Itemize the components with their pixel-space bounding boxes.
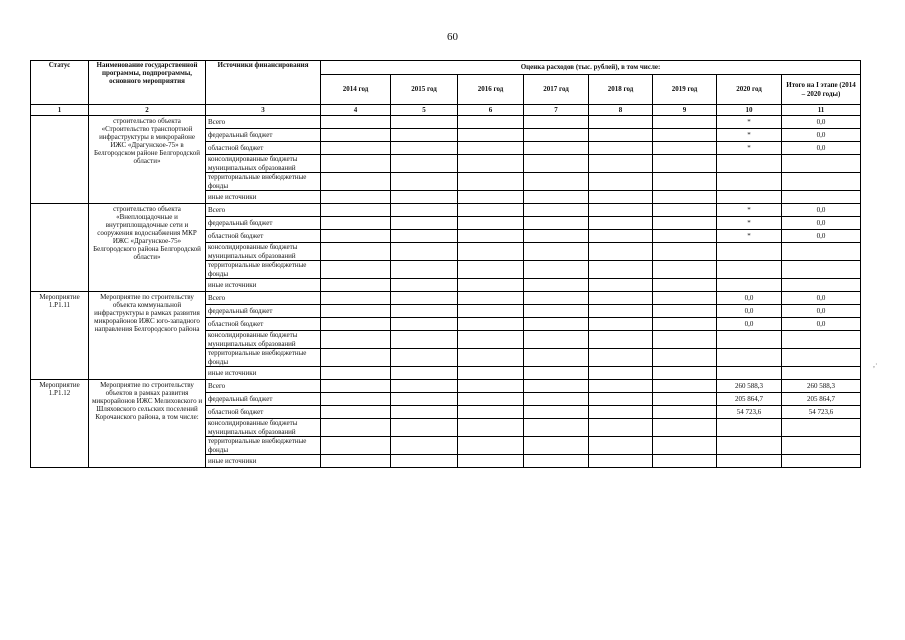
- value-2020: [717, 191, 782, 204]
- funding-source: территориальные внебюджетные фонды: [206, 437, 321, 455]
- year-cell: [458, 305, 524, 318]
- row-name: строительство объекта «Внеплощадочные и внутриплощадочные сети и сооружения водоснабжения МКР ИЖС «Драгунское-75» Белгородского района Белгородской области»: [89, 204, 206, 292]
- year-cell: [589, 155, 653, 173]
- year-cell: [391, 331, 458, 349]
- header-estimate: Оценка расходов (тыс. рублей), в том числе:: [321, 61, 861, 75]
- header-name: Наименование государственной программы, подпрограммы, основного мероприятия: [89, 61, 206, 105]
- year-cell: [321, 155, 391, 173]
- table-row: [31, 116, 861, 129]
- column-number: 10: [717, 105, 782, 116]
- value-total: 260 588,3: [782, 380, 861, 393]
- value-2020: [717, 155, 782, 173]
- year-cell: [391, 116, 458, 129]
- year-cell: [321, 349, 391, 367]
- value-2020: [717, 243, 782, 261]
- year-cell: [524, 261, 589, 279]
- year-cell: [524, 367, 589, 380]
- funding-source: иные источники: [206, 367, 321, 380]
- table-row: [31, 380, 861, 393]
- year-cell: [321, 191, 391, 204]
- year-cell: [458, 349, 524, 367]
- year-cell: [524, 419, 589, 437]
- year-cell: [524, 142, 589, 155]
- column-number: 11: [782, 105, 861, 116]
- column-number: 8: [589, 105, 653, 116]
- funding-source: консолидированные бюджеты муниципальных образований: [206, 155, 321, 173]
- year-cell: [458, 393, 524, 406]
- year-cell: [458, 173, 524, 191]
- value-2020: 0,0: [717, 318, 782, 331]
- year-cell: [589, 129, 653, 142]
- year-cell: [589, 393, 653, 406]
- year-cell: [458, 455, 524, 468]
- year-cell: [321, 393, 391, 406]
- year-cell: [653, 116, 717, 129]
- year-cell: [391, 173, 458, 191]
- year-cell: [458, 318, 524, 331]
- funding-source: областной бюджет: [206, 142, 321, 155]
- header-year-2014: 2014 год: [321, 75, 391, 105]
- funding-source: консолидированные бюджеты муниципальных образований: [206, 331, 321, 349]
- year-cell: [321, 437, 391, 455]
- year-cell: [391, 455, 458, 468]
- column-number: 2: [89, 105, 206, 116]
- value-total: [782, 279, 861, 292]
- column-number: 7: [524, 105, 589, 116]
- year-cell: [391, 191, 458, 204]
- year-cell: [653, 455, 717, 468]
- year-cell: [321, 380, 391, 393]
- year-cell: [653, 305, 717, 318]
- year-cell: [321, 292, 391, 305]
- table-row: [31, 292, 861, 305]
- year-cell: [458, 230, 524, 243]
- funding-source: областной бюджет: [206, 230, 321, 243]
- year-cell: [458, 406, 524, 419]
- year-cell: [653, 279, 717, 292]
- year-cell: [524, 116, 589, 129]
- year-cell: [524, 380, 589, 393]
- year-cell: [653, 437, 717, 455]
- year-cell: [653, 155, 717, 173]
- value-2020: *: [717, 230, 782, 243]
- year-cell: [589, 173, 653, 191]
- year-cell: [391, 217, 458, 230]
- row-status: [31, 116, 89, 204]
- year-cell: [524, 292, 589, 305]
- year-cell: [524, 230, 589, 243]
- year-cell: [653, 217, 717, 230]
- value-2020: 54 723,6: [717, 406, 782, 419]
- column-number: 5: [391, 105, 458, 116]
- funding-source: Всего: [206, 116, 321, 129]
- year-cell: [321, 367, 391, 380]
- funding-source: иные источники: [206, 279, 321, 292]
- column-number: 6: [458, 105, 524, 116]
- funding-source: федеральный бюджет: [206, 305, 321, 318]
- header-year-2020: 2020 год: [717, 75, 782, 105]
- year-cell: [653, 292, 717, 305]
- row-name: строительство объекта «Строительство транспортной инфраструктуры в микрорайоне ИЖС «Драгунское-75» в Белгородском районе Белгородской области»: [89, 116, 206, 204]
- funding-source: территориальные внебюджетные фонды: [206, 349, 321, 367]
- value-2020: [717, 173, 782, 191]
- value-2020: [717, 437, 782, 455]
- year-cell: [589, 380, 653, 393]
- year-cell: [589, 349, 653, 367]
- year-cell: [653, 318, 717, 331]
- year-cell: [391, 318, 458, 331]
- year-cell: [391, 393, 458, 406]
- year-cell: [321, 455, 391, 468]
- year-cell: [653, 142, 717, 155]
- year-cell: [391, 380, 458, 393]
- year-cell: [589, 455, 653, 468]
- year-cell: [524, 305, 589, 318]
- year-cell: [391, 349, 458, 367]
- year-cell: [458, 367, 524, 380]
- value-total: 0,0: [782, 305, 861, 318]
- funding-source: Всего: [206, 380, 321, 393]
- header-sources: Источники финансирования: [206, 61, 321, 105]
- year-cell: [653, 191, 717, 204]
- year-cell: [524, 155, 589, 173]
- scan-mark: ,·: [873, 360, 878, 369]
- year-cell: [524, 173, 589, 191]
- year-cell: [653, 204, 717, 217]
- year-cell: [321, 204, 391, 217]
- column-number: 3: [206, 105, 321, 116]
- value-2020: 0,0: [717, 292, 782, 305]
- year-cell: [391, 142, 458, 155]
- year-cell: [653, 173, 717, 191]
- year-cell: [653, 230, 717, 243]
- year-cell: [391, 261, 458, 279]
- year-cell: [653, 331, 717, 349]
- funding-source: Всего: [206, 204, 321, 217]
- year-cell: [589, 243, 653, 261]
- value-2020: *: [717, 217, 782, 230]
- page-number: 60: [447, 31, 458, 43]
- year-cell: [458, 142, 524, 155]
- value-total: 0,0: [782, 129, 861, 142]
- funding-source: консолидированные бюджеты муниципальных образований: [206, 419, 321, 437]
- year-cell: [524, 331, 589, 349]
- year-cell: [321, 419, 391, 437]
- year-cell: [458, 116, 524, 129]
- value-total: [782, 437, 861, 455]
- year-cell: [524, 437, 589, 455]
- value-total: 205 864,7: [782, 393, 861, 406]
- year-cell: [321, 230, 391, 243]
- value-total: 0,0: [782, 318, 861, 331]
- value-total: 0,0: [782, 116, 861, 129]
- year-cell: [524, 455, 589, 468]
- column-numbers-row: [31, 105, 861, 116]
- year-cell: [391, 129, 458, 142]
- column-number: 4: [321, 105, 391, 116]
- year-cell: [589, 191, 653, 204]
- value-total: [782, 349, 861, 367]
- value-2020: [717, 367, 782, 380]
- year-cell: [321, 116, 391, 129]
- value-2020: *: [717, 129, 782, 142]
- year-cell: [391, 305, 458, 318]
- value-total: 0,0: [782, 142, 861, 155]
- year-cell: [524, 406, 589, 419]
- header-status: Статус: [31, 61, 89, 105]
- year-cell: [524, 243, 589, 261]
- year-cell: [653, 393, 717, 406]
- year-cell: [589, 279, 653, 292]
- header-year-2017: 2017 год: [524, 75, 589, 105]
- year-cell: [524, 191, 589, 204]
- year-cell: [458, 331, 524, 349]
- year-cell: [589, 331, 653, 349]
- year-cell: [321, 305, 391, 318]
- year-cell: [589, 142, 653, 155]
- year-cell: [321, 279, 391, 292]
- value-total: [782, 455, 861, 468]
- year-cell: [321, 129, 391, 142]
- year-cell: [589, 116, 653, 129]
- value-total: 54 723,6: [782, 406, 861, 419]
- year-cell: [391, 292, 458, 305]
- year-cell: [391, 204, 458, 217]
- row-status: Мероприятие 1.Р1.12: [31, 380, 89, 468]
- funding-source: консолидированные бюджеты муниципальных образований: [206, 243, 321, 261]
- year-cell: [524, 129, 589, 142]
- table-body: [31, 116, 861, 468]
- funding-source: федеральный бюджет: [206, 129, 321, 142]
- year-cell: [391, 279, 458, 292]
- year-cell: [458, 217, 524, 230]
- funding-source: федеральный бюджет: [206, 393, 321, 406]
- funding-source: иные источники: [206, 455, 321, 468]
- year-cell: [321, 318, 391, 331]
- year-cell: [653, 419, 717, 437]
- funding-source: федеральный бюджет: [206, 217, 321, 230]
- row-name: Мероприятие по строительству объектов в рамках развития микрорайонов ИЖС Мелиховского и Шляховского сельских поселений Корочанского района, в том числе:: [89, 380, 206, 468]
- year-cell: [458, 191, 524, 204]
- year-cell: [524, 279, 589, 292]
- year-cell: [653, 261, 717, 279]
- year-cell: [653, 129, 717, 142]
- row-name: Мероприятие по строительству объекта коммунальной инфраструктуры в рамках развития микрорайонов ИЖС юго-западного направления Белгородского района: [89, 292, 206, 380]
- value-total: 0,0: [782, 292, 861, 305]
- table-row: [31, 204, 861, 217]
- row-status: Мероприятие 1.Р1.11: [31, 292, 89, 380]
- funding-source: иные источники: [206, 191, 321, 204]
- year-cell: [653, 406, 717, 419]
- year-cell: [321, 173, 391, 191]
- value-total: [782, 367, 861, 380]
- year-cell: [321, 142, 391, 155]
- year-cell: [458, 204, 524, 217]
- value-2020: [717, 331, 782, 349]
- header-year-2019: 2019 год: [653, 75, 717, 105]
- year-cell: [321, 261, 391, 279]
- value-2020: 260 588,3: [717, 380, 782, 393]
- value-total: 0,0: [782, 217, 861, 230]
- value-2020: *: [717, 204, 782, 217]
- value-total: [782, 243, 861, 261]
- year-cell: [458, 243, 524, 261]
- year-cell: [321, 217, 391, 230]
- year-cell: [653, 349, 717, 367]
- column-number: 9: [653, 105, 717, 116]
- value-total: 0,0: [782, 230, 861, 243]
- value-2020: 0,0: [717, 305, 782, 318]
- year-cell: [589, 419, 653, 437]
- year-cell: [458, 129, 524, 142]
- funding-source: Всего: [206, 292, 321, 305]
- funding-source: территориальные внебюджетные фонды: [206, 261, 321, 279]
- year-cell: [653, 367, 717, 380]
- year-cell: [524, 349, 589, 367]
- year-cell: [589, 217, 653, 230]
- year-cell: [391, 367, 458, 380]
- funding-source: территориальные внебюджетные фонды: [206, 173, 321, 191]
- value-total: [782, 155, 861, 173]
- row-status: [31, 204, 89, 292]
- year-cell: [321, 406, 391, 419]
- value-2020: *: [717, 116, 782, 129]
- year-cell: [653, 243, 717, 261]
- year-cell: [391, 437, 458, 455]
- header-year-2015: 2015 год: [391, 75, 458, 105]
- value-2020: [717, 279, 782, 292]
- year-cell: [458, 380, 524, 393]
- year-cell: [391, 230, 458, 243]
- header-year-2016: 2016 год: [458, 75, 524, 105]
- value-2020: [717, 419, 782, 437]
- budget-table: [30, 60, 861, 468]
- year-cell: [589, 318, 653, 331]
- year-cell: [589, 261, 653, 279]
- year-cell: [524, 393, 589, 406]
- year-cell: [589, 230, 653, 243]
- value-total: [782, 419, 861, 437]
- value-2020: *: [717, 142, 782, 155]
- year-cell: [458, 261, 524, 279]
- year-cell: [321, 243, 391, 261]
- value-2020: [717, 349, 782, 367]
- year-cell: [524, 217, 589, 230]
- year-cell: [524, 204, 589, 217]
- year-cell: [391, 406, 458, 419]
- year-cell: [524, 318, 589, 331]
- value-total: [782, 331, 861, 349]
- year-cell: [589, 406, 653, 419]
- year-cell: [589, 292, 653, 305]
- value-2020: 205 864,7: [717, 393, 782, 406]
- header-year-2018: 2018 год: [589, 75, 653, 105]
- value-total: [782, 261, 861, 279]
- value-total: [782, 191, 861, 204]
- year-cell: [589, 204, 653, 217]
- year-cell: [589, 437, 653, 455]
- year-cell: [458, 419, 524, 437]
- year-cell: [458, 155, 524, 173]
- year-cell: [458, 292, 524, 305]
- year-cell: [589, 305, 653, 318]
- header-total: Итого на I этапе (2014 – 2020 годы): [782, 75, 861, 105]
- year-cell: [391, 243, 458, 261]
- year-cell: [391, 155, 458, 173]
- value-2020: [717, 261, 782, 279]
- year-cell: [458, 437, 524, 455]
- year-cell: [653, 380, 717, 393]
- value-total: 0,0: [782, 204, 861, 217]
- funding-source: областной бюджет: [206, 406, 321, 419]
- year-cell: [458, 279, 524, 292]
- year-cell: [589, 367, 653, 380]
- year-cell: [391, 419, 458, 437]
- year-cell: [321, 331, 391, 349]
- column-number: 1: [31, 105, 89, 116]
- value-2020: [717, 455, 782, 468]
- value-total: [782, 173, 861, 191]
- funding-source: областной бюджет: [206, 318, 321, 331]
